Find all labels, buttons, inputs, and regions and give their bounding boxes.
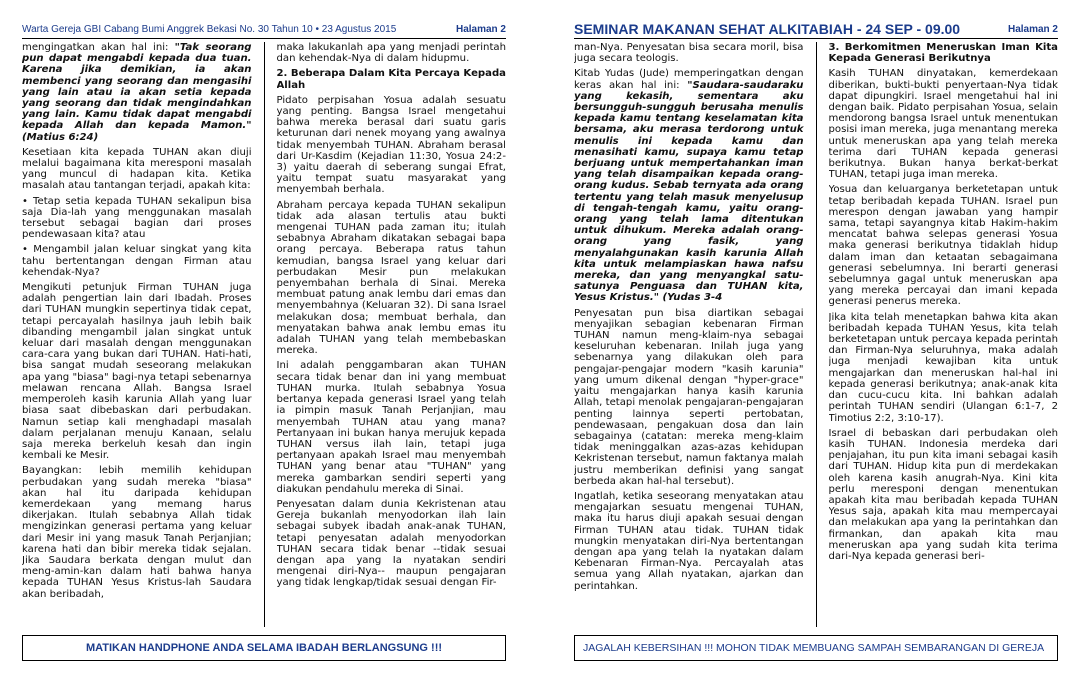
paragraph [574, 491, 804, 592]
section-heading: 3. Berkomitmen Meneruskan Iman Kita Kepada Generasi Berikutnya [828, 42, 1058, 65]
left-body [22, 42, 506, 627]
right-header [574, 20, 1058, 39]
paragraph [22, 42, 252, 143]
paragraph [829, 428, 1059, 562]
paragraph-text: Bayangkan: lebih memilih kehidupan perbudakan yang sudah mereka "biasa" akan hal itu daripada kehidupan kemerdekaan yang memang harus dikerjakan. Itulah sebabnya Allah tidak mengizinkan generasi pertama yang keluar dari Mesir ini yang masuk Tanah Perjanjian; karena hati dan bibir mereka tidak sejalan. Jika Saudara berkata dengan mulut dan meng-amin-kan dalam hati bahwa hanya kepada TUHAN Yesus Kristus-lah Saudara akan beribadah, [22, 465, 252, 600]
paragraph [277, 200, 507, 357]
paragraph [22, 282, 252, 461]
paragraph-text: man-Nya. Penyesatan bisa secara moril, bisa juga secara teologis. [574, 42, 804, 65]
paragraph-text: Israel di bebaskan dari perbudakan oleh kasih TUHAN. Indonesia merdeka dari penjajahan, itu pun kita imani sebagai kasih dari TUHAN. Hidup kita pun di merdekakan oleh karena kasih anugrah-Nya. Kini kita perlu meresponi dengan menentukan apakah kita mau beribadah kepada TUHAN Yesus saja, apakah kita mau mempercayai dan melakukan apa yang Ia perintahkan dan firmankan, dan apakah kita mau meneruskan apa yang sudah kita terima dari-Nya kepada generasi beri- [828, 427, 1058, 562]
left-page-number: Halaman 2 [455, 23, 506, 35]
paragraph [277, 360, 507, 494]
paragraph [829, 68, 1059, 180]
scripture-quote: "Tak seorang pun dapat mengabdi kepada dua tuan. Karena jika demikian, ia akan membenci yang seorang dan mengasihi yang lain atau ia akan setia kepada yang seorang dan tidak mengindahkan yang lain. Kamu tidak dapat mengabdi kepada Allah dan kepada Mamon." (Matius 6:24) [22, 42, 252, 143]
paragraph-text: Ini adalah penggambaran akan TUHAN secara tidak benar dan ini yang membuat TUHAN murka. Itulah sebabnya Yosua bertanya kepada generasi Israel yang telah ia pimpin masuk Tanah Perjanjian, mau menyembah TUHAN atau yang mana? Pertanyaan ini bukan hanya merujuk kepada TUHAN versus ilah lain, tetapi juga pertanyaan apakah Israel mau menyembah TUHAN yang benar atau "TUHAN" yang mereka gambarkan sendiri seperti yang diakukan pendahulu mereka di Sinai. [276, 360, 506, 495]
section-heading: 2. Beberapa Dalam Kita Percaya Kepada Allah [276, 68, 506, 91]
paragraph-text: Mengikuti petunjuk Firman TUHAN juga adalah pengertian lain dari Ibadah. Proses dari TUHAN mungkin sepertinya tidak cepat, tetapi percayalah hasilnya jauh lebih baik dibanding mengambil jalan singkat untuk keluar dari masalah dengan menggunakan cara-cara yang bukan dari TUHAN. Hati-hati, bisa sangat mudah seseorang melakukan apa yang "biasa" bagi-nya tetapi sebenarnya melawan rencana Allah. Bangsa Israel memperoleh kasih karunia Allah yang luar biasa saat dibebaskan dari perbudakan. Namun setiap kali menghadapi masalah dalam perjalanan menuju Kanaan, selalu saja mereka berkeluh kesah dan ingin kembali ke Mesir. [22, 282, 252, 462]
right-column-1 [574, 42, 804, 627]
left-header-title: Warta Gereja GBI Cabang Bumi Anggrek Bekasi No. 30 Tahun 10 • 23 Agustus 2015 [22, 23, 397, 35]
paragraph [574, 42, 804, 64]
right-header-title: SEMINAR MAKANAN SEHAT ALKITABIAH - 24 SEP - 09.00 [574, 21, 961, 37]
paragraph [574, 68, 804, 303]
paragraph [277, 95, 507, 196]
paragraph-text: Kitab Yudas (Jude) memperingatkan dengan keras akan hal ini: [574, 68, 804, 91]
paragraph-text: Yosua dan keluarganya berketetapan untuk tetap beribadah kepada TUHAN. Israel pun merespon dengan jawaban yang hampir sama, tetapi sayangnya kitab Hakim-hakim mencatat bahwa selepas generasi Yosua maka generasi berikutnya tidaklah hidup dalam iman dan ketaatan sebagaimana generasi sebelumnya. Ini berarti generasi sebelumnya gagal untuk meneruskan apa yang mereka percayai dan imani kepada generasi penerus mereka. [828, 184, 1058, 308]
paragraph-text: • Tetap setia kepada TUHAN sekalipun bisa saja Dia-lah yang menggunakan masalah tersebut sebagai bagian dari proses pendewasaan kita? atau [22, 195, 252, 241]
paragraph-text: Penyesatan dalam dunia Kekristenan atau Gereja bukanlah menyodorkan ilah lain sebagai subyek ibadah anak-anak TUHAN, tetapi penyesatan adalah menyodorkan TUHAN secara tidak benar --tidak sesuai dengan apa yang Ia nyatakan sendiri mengenai diri-Nya-- maupun pengajaran yang tidak lengkap/tidak sesuai dengan Fir- [276, 498, 506, 589]
paragraph-text: Jika kita telah menetapkan bahwa kita akan beribadah kepada TUHAN Yesus, kita telah berketetapan untuk percaya kepada perintah dan Firman-Nya seluruhnya, maka adalah juga menjadi kewajiban kita untuk mengajarkan dan meneruskan hal-hal ini kepada generasi berikutnya; anak-anak kita dan cucu-cucu kita. Ini bahkan adalah perintah TUHAN sendiri (Ulangan 6:1-7, 2 Timotius 2:2, 3:10-17). [828, 311, 1058, 424]
paragraph-text: Abraham percaya kepada TUHAN sekalipun tidak ada alasan tertulis atau bukti mengenai TUHAN pada zaman itu; itulah sebabnya Abraham dikatakan sebagai bapa orang percaya. Beberapa ratus tahun kemudian, bangsa Israel yang keluar dari perbudakan Mesir pun melakukan penyembahan berhala di Sinai. Mereka membuat patung anak lembu dari emas dan menyembahnya (Keluaran 32). Di sana Israel melakukan dosa; membuat berhala, dan menyatakan bahwa anak lembu emas itu adalah TUHAN yang telah membebaskan mereka. [276, 199, 506, 357]
paragraph-text: Kasih TUHAN dinyatakan, kemerdekaan diberikan, bukti-bukti penyertaan-Nya tidak dapat dipungkiri. Israel mengetahui hal ini dengan baik. Pidato perpisahan Yosua, selain mendorong bangsa Israel untuk menentukan posisi iman mereka, juga menantang mereka untuk meneruskan apa yang telah mereka terima dari TUHAN kepada generasi berikutnya. Bukan hanya berkat-berkat TUHAN, tetapi juga iman mereka. [828, 68, 1058, 181]
paragraph-text: Penyesatan pun bisa diartikan sebagai menyajikan sebagian kebenaran Firman TUHAN namun meng-klaim-nya sebagai keseluruhan kebenaran. Inilah juga yang sebenarnya yang dilakukan oleh para pengajar-pengajar modern "kasih karunia" yang umum dikenal dengan "hyper-grace" yaitu mengajarkan hanya kasih karunia Allah, tetapi menolak pengajaran-pengajaran penting lainnya seperti pertobatan, pendewasaan, pengakuan dosa dan lain sebagainya (catatan: mereka meng-klaim tidak meninggalkan azas-azas kehidupan Kekristenan tersebut, namun faktanya malah justru memberikan definisi yang sangat berbeda akan hal-hal tersebut). [574, 307, 804, 487]
paragraph-text: Kesetiaan kita kepada TUHAN akan diuji melalui bagaimana kita meresponi masalah yang muncul di hadapan kita. Ketika masalah atau tantangan terjadi, apakah kita: [22, 146, 252, 192]
paragraph [22, 196, 252, 241]
page-gutter [528, 0, 552, 675]
paragraph [574, 308, 804, 487]
paragraph [22, 147, 252, 192]
left-header [22, 20, 506, 39]
right-page [552, 0, 1080, 675]
column-divider [816, 42, 817, 627]
left-column-2 [277, 42, 507, 627]
paragraph-text: • Mengambil jalan keluar singkat yang kita tahu bertentangan dengan Firman atau kehendak-Nya? [22, 244, 252, 278]
right-body [574, 42, 1058, 627]
right-column-2 [829, 42, 1059, 627]
right-page-number: Halaman 2 [1007, 23, 1058, 35]
left-column-1 [22, 42, 252, 627]
paragraph-text: Pidato perpisahan Yosua adalah sesuatu yang penting. Bangsa Israel mengetahui bahwa mereka berasal dari suatu garis keturunan dari nenek moyang yang awalnya tidak menyembah TUHAN. Abraham berasal dari Ur-Kasdim (Kejadian 11:30, Yosua 24:2-3) yaitu daerah di seberang sungai Efrat, yaitu tempat suatu masyarakat yang menyembah berhala. [276, 94, 506, 196]
right-footer-notice: JAGALAH KEBERSIHAN !!! MOHON TIDAK MEMBUANG SAMPAH SEMBARANGAN DI GEREJA [574, 635, 1058, 661]
paragraph [22, 244, 252, 278]
paragraph-text: Ingatlah, ketika seseorang menyatakan atau mengajarkan sesuatu mengenai TUHAN, maka itu harus diuji apakah sesuai dengan Firman TUHAN atau tidak. TUHAN tidak mungkin menyatakan diri-Nya bertentangan dengan apa yang telah Ia nyatakan dalam Kebenaran Firman-Nya. Percayalah atas semua yang Allah nyatakan, ajarkan dan perintahkan. [574, 490, 804, 592]
paragraph-text: maka lakukanlah apa yang menjadi perintah dan kehendak-Nya di dalam hidupmu. [276, 42, 506, 65]
paragraph [277, 499, 507, 589]
scripture-quote: "Saudara-saudaraku yang kekasih, sementara aku bersungguh-sungguh berusaha menulis kepada kamu tentang keselamatan kita bersama, aku merasa terdorong untuk menulis ini kepada kamu dan menasihati kamu, supaya kamu tetap berjuang untuk mempertahankan iman yang telah disampaikan kepada orang-orang kudus. Sebab ternyata ada orang tertentu yang telah masuk menyelusup di tengah-tengah kamu, yaitu orang-orang yang telah lama ditentukan untuk dihukum. Mereka adalah orang-orang yang fasik, yang menyalahgunakan kasih karunia Allah kita untuk melampiaskan hawa nafsu mereka, dan yang menyangkal satu-satunya Penguasa dan TUHAN kita, Yesus Kristus." (Yudas 3-4 [574, 79, 804, 304]
paragraph [277, 42, 507, 64]
paragraph [829, 312, 1059, 424]
paragraph [22, 465, 252, 599]
left-footer-notice: MATIKAN HANDPHONE ANDA SELAMA IBADAH BERLANGSUNG !!! [22, 635, 506, 661]
left-page [0, 0, 528, 675]
paragraph-text: mengingatkan akan hal ini: [22, 42, 175, 53]
column-divider [264, 42, 265, 627]
paragraph [829, 184, 1059, 307]
